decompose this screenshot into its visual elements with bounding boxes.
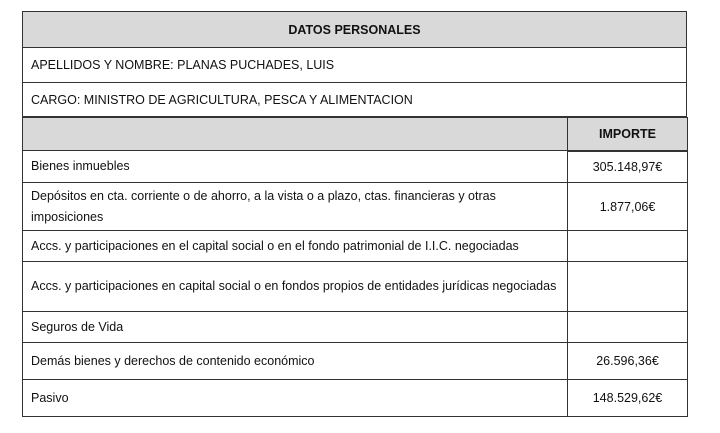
row-concept: Pasivo <box>23 380 568 417</box>
table-row <box>23 231 688 262</box>
row-concept: Accs. y participaciones en capital social o en fondos propios de entidades jurídicas negociadas <box>23 262 568 312</box>
concept-header <box>23 118 568 151</box>
table-row <box>23 262 688 312</box>
row-amount <box>568 231 688 262</box>
name-line: APELLIDOS Y NOMBRE: PLANAS PUCHADES, LUIS <box>23 48 686 83</box>
table-row <box>23 183 688 231</box>
row-amount <box>568 312 688 343</box>
assets-table <box>22 117 688 417</box>
row-concept: Bienes inmuebles <box>23 151 568 183</box>
row-concept: Depósitos en cta. corriente o de ahorro, a la vista o a plazo, ctas. financieras y otras imposiciones <box>23 183 568 231</box>
table-row <box>23 151 688 183</box>
table-header-row <box>23 118 688 151</box>
declaration-sheet <box>22 11 687 417</box>
row-concept: Demás bienes y derechos de contenido económico <box>23 343 568 380</box>
row-amount: 1.877,06€ <box>568 183 688 231</box>
personal-data-box <box>22 11 687 117</box>
row-concept: Seguros de Vida <box>23 312 568 343</box>
row-amount: 26.596,36€ <box>568 343 688 380</box>
row-concept: Accs. y participaciones en el capital social o en el fondo patrimonial de I.I.C. negociadas <box>23 231 568 262</box>
row-amount: 148.529,62€ <box>568 380 688 417</box>
row-amount: 305.148,97€ <box>568 151 688 183</box>
row-amount <box>568 262 688 312</box>
section-title: DATOS PERSONALES <box>23 12 686 48</box>
table-row <box>23 312 688 343</box>
amount-header: IMPORTE <box>568 118 688 151</box>
cargo-line: CARGO: MINISTRO DE AGRICULTURA, PESCA Y ALIMENTACION <box>31 92 413 107</box>
table-row <box>23 343 688 380</box>
table-row <box>23 380 688 417</box>
